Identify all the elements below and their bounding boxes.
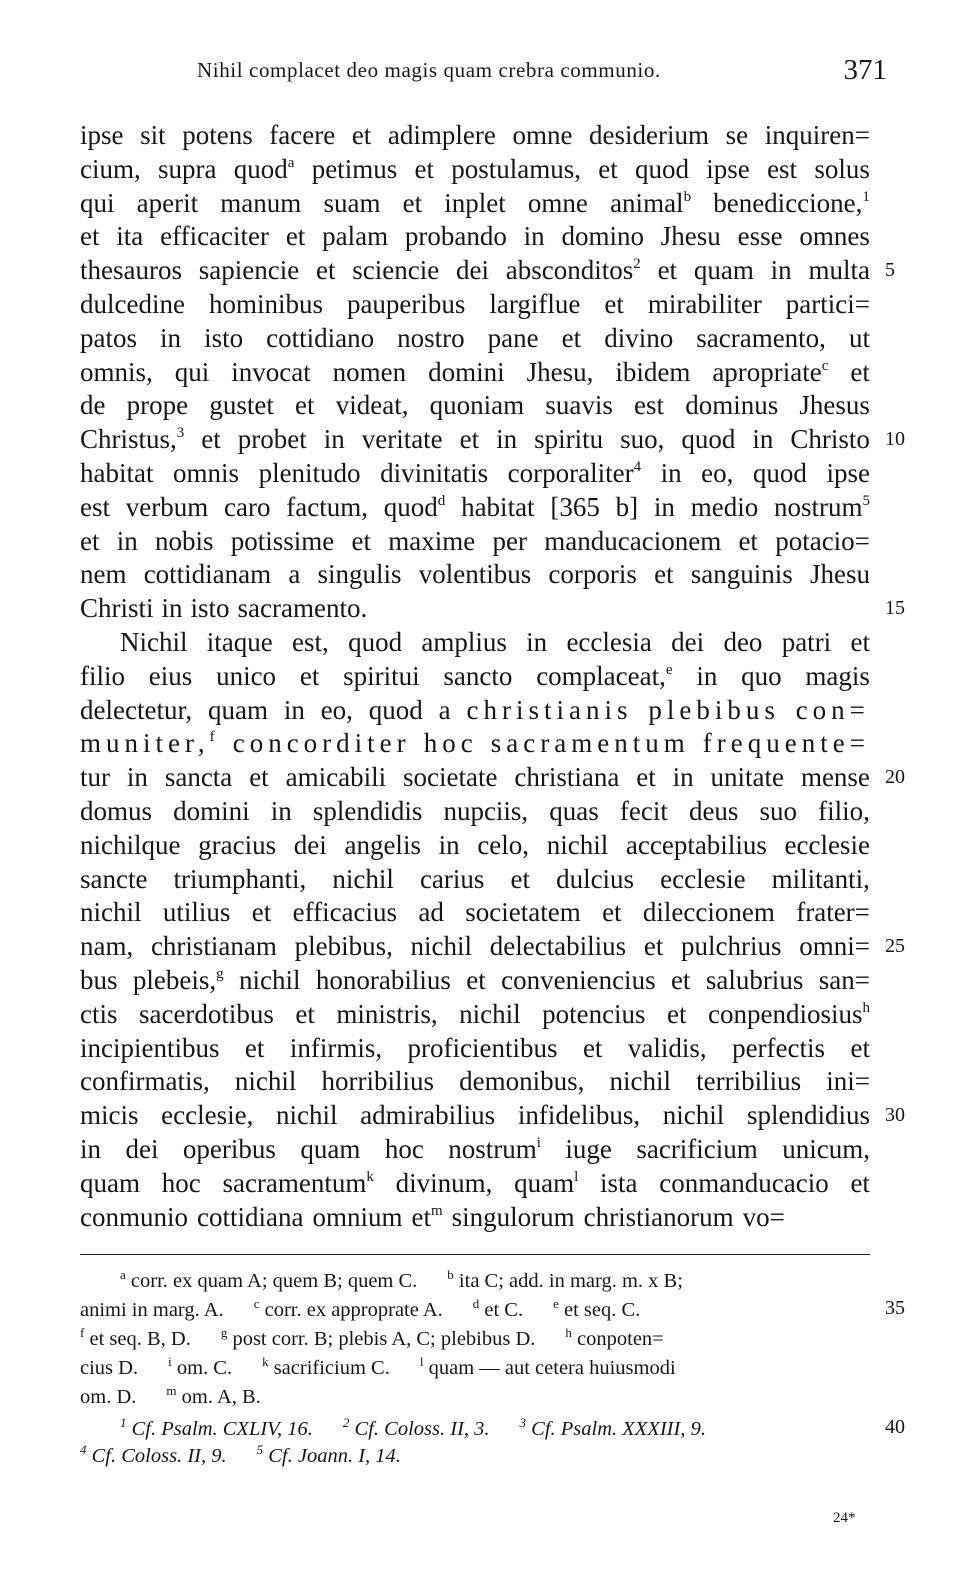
text-line: nem cottidianam a singulis volentibus corporis et sanguinis Jhesu [80, 559, 870, 590]
text-line: qui aperit manum suam et inplet omne animal$^b$ benediccione,$^1$ [80, 187, 870, 218]
text-line: tur in sancta et amicabili societate christiana et in unitate mense [80, 762, 870, 793]
page-header [197, 54, 887, 98]
line-number: 15 [885, 597, 905, 620]
text-line: cium, supra quod$^a$ petimus et postulamus, et quod ipse est solus [80, 153, 870, 184]
text-line: muniter,$^f$ concorditer hoc sacramentum frequente= [80, 728, 870, 759]
text-line: thesauros sapiencie et sciencie dei absconditos$^2$ et quam in multa [80, 255, 870, 286]
text-line: est verbum caro factum, quod$^d$ habitat [365 b] in medio nostrum$^5$ [80, 491, 870, 522]
text-line: ctis sacerdotibus et ministris, nichil potencius et conpendiosius$^h$ [80, 998, 870, 1029]
text-line: patos in isto cottidiano nostro pane et divino sacramento, ut [80, 322, 870, 353]
text-line: et ita efficaciter et palam probando in domino Jhesu esse omnes [80, 221, 870, 252]
line-number: 20 [885, 766, 905, 789]
note-line: $^4$ Cf. Coloss. II, 9. $^5$ Cf. Joann. I, 14. [80, 1442, 401, 1467]
text-line: sancte triumphanti, nichil carius et dulcius ecclesie militanti, [80, 863, 870, 894]
text-line: in dei operibus quam hoc nostrum$^i$ iuge sacrificium unicum, [80, 1134, 870, 1164]
text-line: delectetur, quam in eo, quod a christianis plebibus con= [80, 694, 870, 725]
text-line: nichilque gracius dei angelis in celo, nichil acceptabilius ecclesie [80, 829, 870, 860]
text-line: nichil utilius et efficacius ad societatem et dileccionem frater= [80, 897, 870, 928]
text-line: et in nobis potissime et maxime per manducacionem et potacio= [80, 525, 870, 556]
text-line: ipse sit potens facere et adimplere omne desiderium se inquiren= [80, 120, 870, 150]
text-line: Christi in isto sacramento. [80, 593, 368, 624]
text-line: nam, christianam plebibus, nichil delectabilius et pulchrius omni= [80, 931, 870, 962]
note-line: animi in marg. A. $^c$ corr. ex approprate A. $^d$ et C. $^e$ et seq. C. [80, 1296, 641, 1321]
text-line: micis ecclesie, nichil admirabilius infidelibus, nichil splendidius [80, 1100, 870, 1131]
text-line: de prope gustet et videat, quoniam suavis est dominus Jhesus [80, 390, 870, 421]
line-number: 35 [885, 1297, 905, 1319]
text-line: filio eius unico et spiritui sancto complaceat,$^e$ in quo magis [80, 660, 870, 691]
text-line: Nichil itaque est, quod amplius in ecclesia dei deo patri et [120, 627, 870, 657]
note-line: om. D. $^m$ om. A, B. [80, 1383, 261, 1408]
line-number: 25 [885, 935, 905, 958]
text-line: habitat omnis plenitudo divinitatis corporaliter$^4$ in eo, quod ipse [80, 458, 870, 488]
line-number: 5 [885, 259, 895, 282]
note-line: $^a$ corr. ex quam A; quem B; quem C. $^b$ ita C; add. in marg. m. x B; [120, 1267, 683, 1292]
line-number: 40 [885, 1416, 905, 1438]
note-line: cius D. $^i$ om. C. $^k$ sacrificium C. $^l$ quam — aut cetera huiusmodi [80, 1354, 676, 1379]
running-head: Nihil complacet deo magis quam crebra communio. [197, 58, 661, 82]
note-line: $^f$ et seq. B, D. $^g$ post corr. B; plebis A, C; plebibus D. $^h$ conpoten= [80, 1325, 664, 1350]
text-line: omnis, qui invocat nomen domini Jhesu, ibidem apropriate$^c$ et [80, 356, 870, 387]
text-line: confirmatis, nichil horribilius demonibus, nichil terribilius ini= [80, 1066, 870, 1097]
text-line: bus plebeis,$^g$ nichil honorabilius et conveniencius et salubrius san= [80, 965, 870, 995]
note-line: $^1$ Cf. Psalm. CXLIV, 16. $^2$ Cf. Coloss. II, 3. $^3$ Cf. Psalm. XXXIII, 9. [120, 1415, 706, 1440]
line-number: 30 [885, 1104, 905, 1127]
page-number: 371 [843, 54, 887, 86]
text-line: Christus,$^3$ et probet in veritate et in spiritu suo, quod in Christo [80, 424, 870, 455]
line-number: 10 [885, 428, 905, 451]
footnote-rule [80, 1254, 870, 1255]
text-line: quam hoc sacramentum$^k$ divinum, quam$^l$ ista conmanducacio et [80, 1167, 870, 1198]
text-line: conmunio cottidiana omnium $et^m$ singulorum christianorum vo= [80, 1201, 785, 1232]
signature-mark: 24* [833, 1510, 856, 1526]
text-line: incipientibus et infirmis, proficientibus et validis, perfectis et [80, 1032, 870, 1063]
text-line: dulcedine hominibus pauperibus largiflue et mirabiliter partici= [80, 289, 870, 319]
text-line: domus domini in splendidis nupciis, quas fecit deus suo filio, [80, 796, 870, 826]
